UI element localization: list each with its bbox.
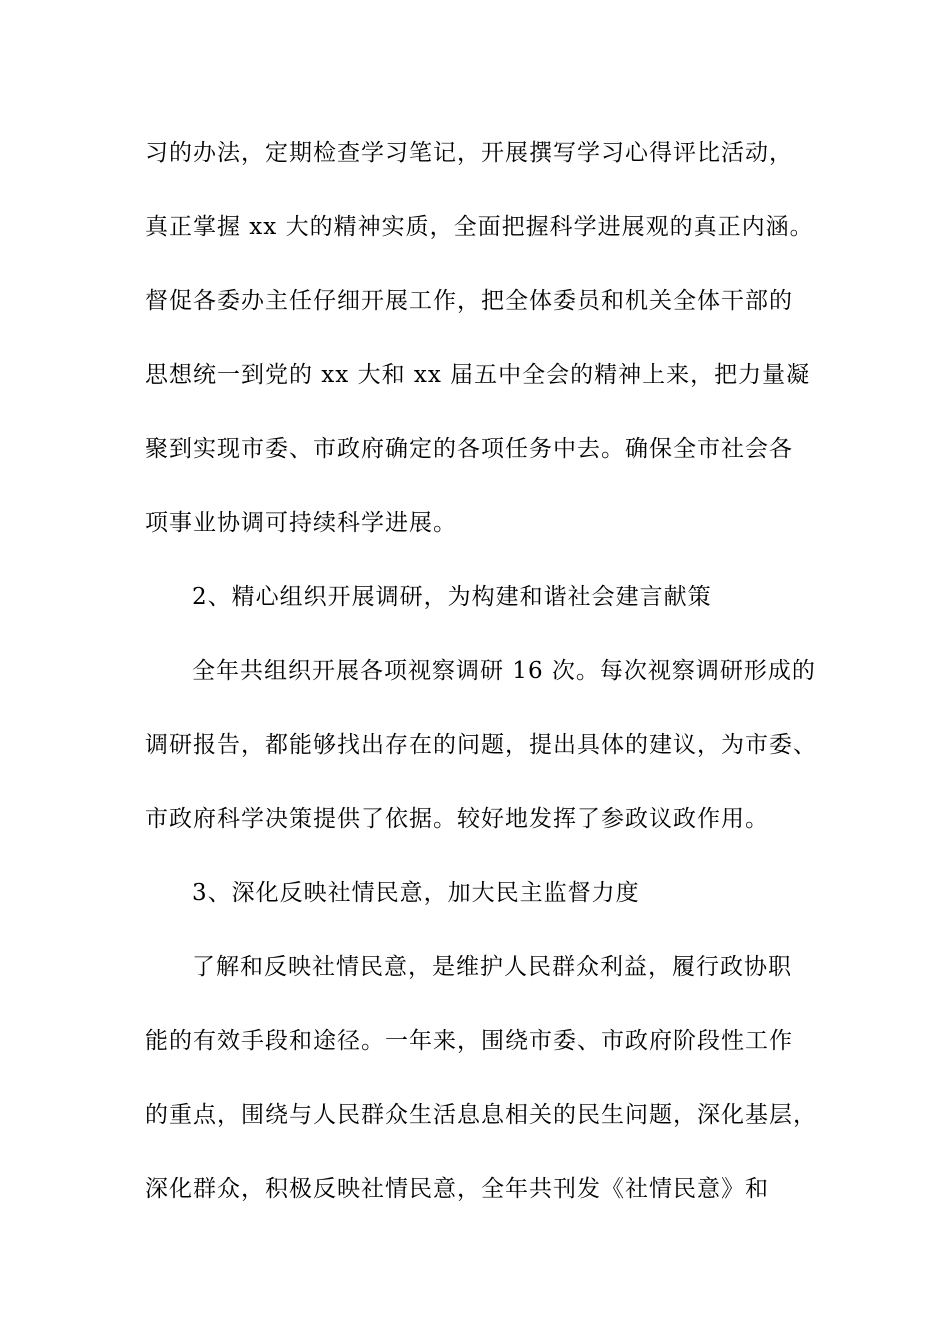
- text-line-2: 真正掌握 xx 大的精神实质，全面把握科学进展观的真正内涵。: [145, 214, 814, 240]
- text-line-4: 思想统一到党的 xx 大和 xx 届五中全会的精神上来，把力量凝: [145, 362, 811, 388]
- text-line-14: 的重点，围绕与人民群众生活息息相关的民生问题，深化基层，: [145, 1102, 817, 1128]
- section-heading-2: 2、精心组织开展调研，为构建和谐社会建言献策: [192, 584, 712, 610]
- section-heading-3: 3、深化反映社情民意，加大民主监督力度: [192, 880, 640, 906]
- text-line-5: 聚到实现市委、市政府确定的各项任务中去。确保全市社会各: [145, 436, 793, 462]
- text-line-13: 能的有效手段和途径。一年来，围绕市委、市政府阶段性工作: [145, 1028, 793, 1054]
- text-line-15: 深化群众，积极反映社情民意，全年共刊发《社情民意》和: [145, 1176, 769, 1202]
- text-line-8: 全年共组织开展各项视察调研 16 次。每次视察调研形成的: [192, 658, 816, 684]
- text-line-12: 了解和反映社情民意，是维护人民群众利益，履行政协职: [192, 954, 792, 980]
- text-line-1: 习的办法，定期检查学习笔记，开展撰写学习心得评比活动，: [145, 140, 793, 166]
- text-line-9: 调研报告，都能够找出存在的问题，提出具体的建议，为市委、: [145, 732, 817, 758]
- text-line-6: 项事业协调可持续科学进展。: [145, 510, 457, 536]
- text-line-10: 市政府科学决策提供了依据。较好地发挥了参政议政作用。: [145, 806, 769, 832]
- text-line-3: 督促各委办主任仔细开展工作，把全体委员和机关全体干部的: [145, 288, 793, 314]
